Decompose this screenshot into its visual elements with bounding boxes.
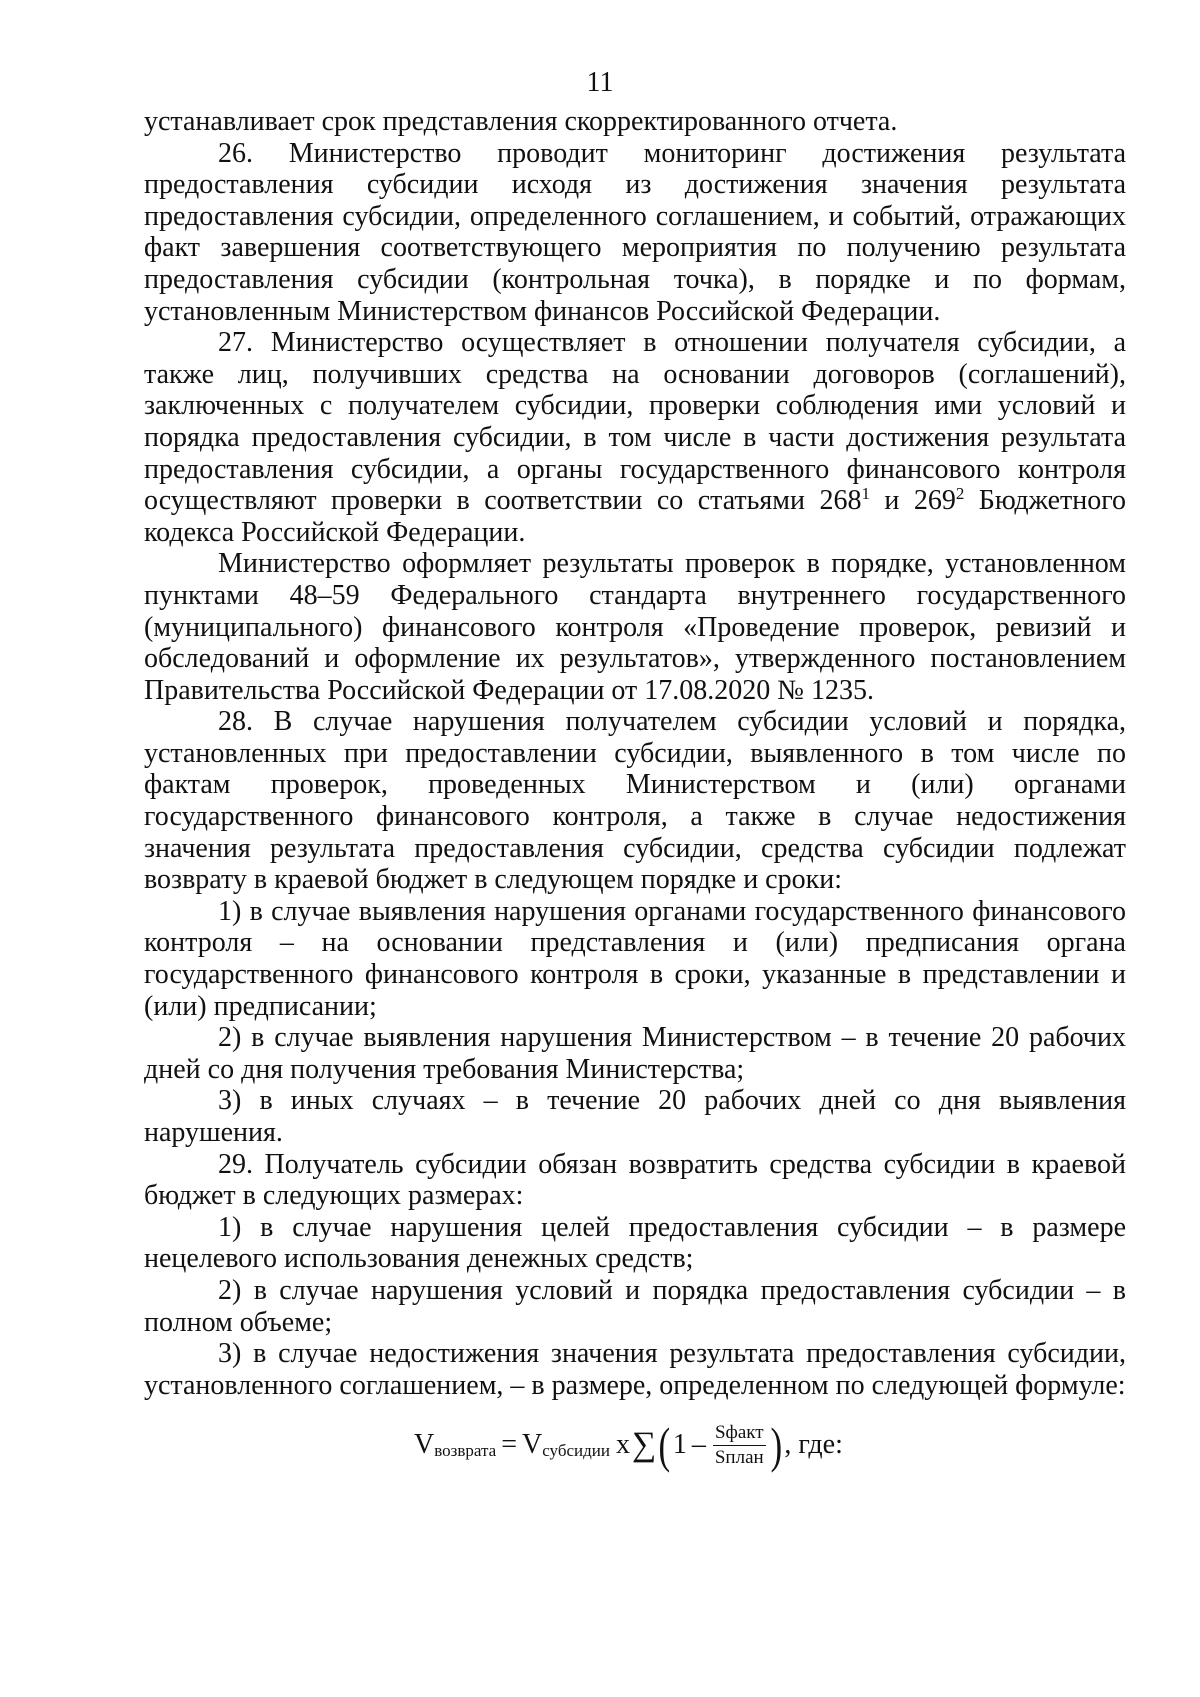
superscript: 1 [861, 484, 870, 504]
paragraph: 1) в случае выявления нарушения органами государственного финансового контроля – на основании представления и (или) предписания органа государственного финансового контроля в сроки, указанные в представлении и (или) предписании; [144, 895, 1126, 1022]
paragraph: 26. Министерство проводит мониторинг достижения результата предоставления субсидии исходя из достижения значения результата предоставления субсидии, определенного соглашением, и событий, отражающих факт завершения соответствующего мероприятия по получению результата предоставления субсидии (контрольная точка), в порядке и по формам, установленным Министерством финансов Российской Федерации. [144, 137, 1126, 327]
formula-v: V [414, 1429, 435, 1461]
formula-subscript: возврата [434, 1441, 497, 1461]
formula-equals: = [501, 1429, 517, 1461]
paragraph-27-text: Бюджетного кодекса Российской Федерации. [144, 485, 1127, 548]
paragraph: 2) в случае выявления нарушения Министерством – в течение 20 рабочих дней со дня получения требования Министерства; [144, 1022, 1126, 1085]
formula-minus: – [691, 1429, 706, 1461]
formula-denominator: Sплан [714, 1446, 764, 1468]
paragraph: устанавливает срок представления скорректированного отчета. [144, 106, 898, 137]
formula-left-paren: ( [658, 1417, 671, 1474]
paragraph: 3) в случае недостижения значения результата предоставления субсидии, установленного соглашением, – в размере, определенном по следующей формуле: [144, 1338, 1126, 1401]
formula-subscript: субсидии [542, 1441, 610, 1461]
paragraph: Министерство оформляет результаты проверок в порядке, установленном пунктами 48–59 Федерального стандарта внутреннего государственного (муниципального) финансового контроля «Проведение проверок, ревизий и обследований и оформление их результатов», утвержденного постановлением Правительства Российской Федерации от 17.08.2020 № 1235. [144, 548, 1126, 706]
document-body [144, 106, 1126, 1475]
formula-right-paren: ) [770, 1417, 782, 1474]
paragraph: 29. Получатель субсидии обязан возвратить средства субсидии в краевой бюджет в следующих размерах: [144, 1148, 1126, 1212]
superscript: 2 [955, 484, 965, 504]
formula-suffix: , где: [784, 1429, 843, 1461]
formula-v: V [521, 1429, 543, 1461]
paragraph: 28. В случае нарушения получателем субсидии условий и порядка, установленных при предоставлении субсидии, выявленного в том числе по фактам проверок, проведенных Министерством и (или) органами государственного финансового контроля, а также в случае недостижения значения результата предоставления субсидии, средства субсидии подлежат возврату в краевой бюджет в следующем порядке и сроки: [144, 706, 1126, 896]
paragraph: 3) в иных случаях – в течение 20 рабочих дней со дня выявления нарушения. [144, 1085, 1126, 1148]
formula-fraction [713, 1423, 766, 1468]
paragraph-27 [144, 327, 1126, 548]
return-formula [144, 1415, 1126, 1475]
paragraph: 2) в случае нарушения условий и порядка предоставления субсидии – в полном объеме; [144, 1274, 1126, 1338]
page-number: 11 [586, 67, 614, 98]
formula-numerator: Sфакт [713, 1423, 766, 1446]
paragraph: 1) в случае нарушения целей предоставления субсидии – в размере нецелевого использования денежных средств; [144, 1211, 1126, 1275]
formula-sum-symbol: ∑ [631, 1426, 657, 1464]
formula-one: 1 [672, 1429, 687, 1461]
paragraph-27-text: 27. Министерство осуществляет в отношении получателя субсидии, а также лиц, получивших средства на основании договоров (соглашений), заключенных с получателем субсидии, проверки соблюдения ими условий и порядка предоставления субсидии, в том числе в части достижения результата предоставления субсидии, а органы государственного финансового контроля осуществляют проверки в соответствии со статьями 268 [144, 327, 1126, 517]
paragraph-27-text: и 269 [869, 485, 956, 517]
formula-times: x [615, 1429, 630, 1461]
